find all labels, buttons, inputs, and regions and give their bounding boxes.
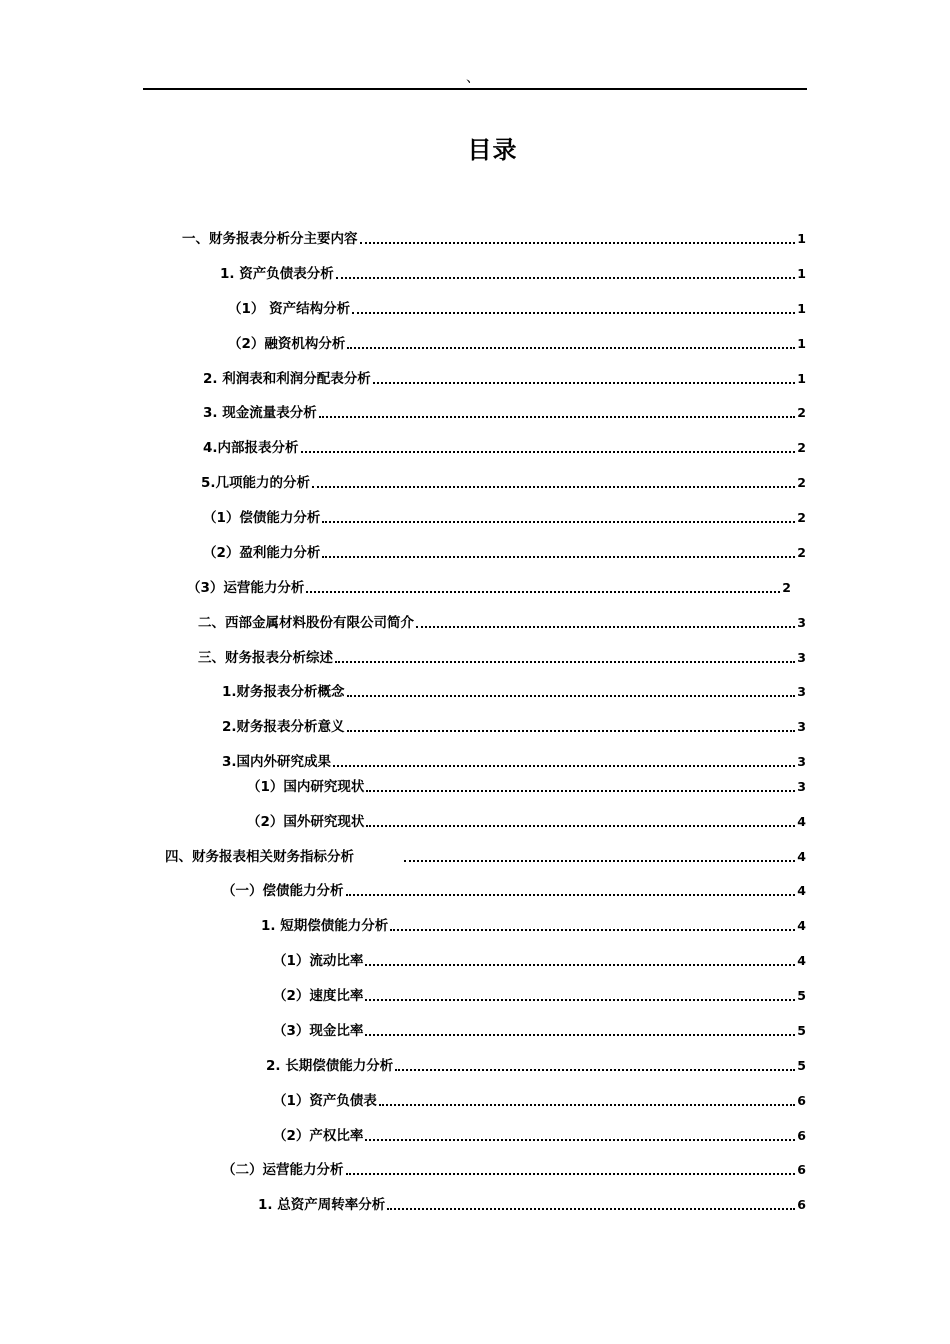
toc-entry-label: （3）现金比率 (273, 1023, 364, 1039)
toc-entry[interactable] (182, 227, 806, 249)
toc-entry-label: 2. 长期偿债能力分析 (266, 1058, 394, 1074)
toc-leader-dots (346, 894, 796, 896)
toc-leader-dots (366, 825, 795, 827)
toc-entry-page: 4 (797, 953, 806, 968)
toc-leader-dots (347, 347, 795, 349)
toc-entry-label: 2. 利润表和利润分配表分析 (203, 371, 371, 387)
toc-entry-label: 1. 资产负债表分析 (220, 266, 334, 282)
toc-entry-page: 3 (797, 684, 806, 699)
toc-leader-dots (335, 661, 795, 663)
toc-entry-label: 二、西部金属材料股份有限公司简介 (198, 615, 414, 631)
toc-entry-page: 5 (797, 988, 806, 1003)
toc-entry-label: 1. 总资产周转率分析 (258, 1197, 386, 1213)
toc-entry[interactable] (261, 914, 806, 936)
toc-entry-label: 3. 现金流量表分析 (203, 405, 317, 421)
toc-entry[interactable] (198, 646, 806, 668)
toc-entry-label: （1）国内研究现状 (247, 779, 365, 795)
toc-entry[interactable] (222, 750, 806, 772)
toc-entry[interactable] (222, 680, 806, 702)
toc-leader-dots (306, 591, 780, 593)
toc-leader-dots (387, 1208, 795, 1210)
toc-entry-label: （2）速度比率 (273, 988, 364, 1004)
toc-entry[interactable] (198, 611, 806, 633)
toc-entry-label: 三、财务报表分析综述 (198, 650, 333, 666)
toc-entry[interactable] (228, 297, 806, 319)
toc-entry-page: 1 (797, 301, 806, 316)
toc-leader-dots (347, 695, 796, 697)
toc-entry-page: 6 (797, 1197, 806, 1212)
toc-entry[interactable] (203, 436, 806, 458)
toc-entry[interactable] (258, 1193, 806, 1215)
toc-leader-dots (365, 999, 795, 1001)
toc-leader-dots (322, 521, 795, 523)
toc-leader-dots (312, 486, 795, 488)
toc-leader-dots (366, 790, 795, 792)
toc-leader-dots (365, 964, 795, 966)
toc-entry[interactable] (266, 1054, 806, 1076)
toc-entry[interactable] (247, 775, 806, 797)
toc-entry-label: （2）融资机构分析 (228, 336, 346, 352)
toc-entry[interactable] (247, 810, 806, 832)
toc-entry-page: 3 (797, 615, 806, 630)
toc-entry-label: 2.财务报表分析意义 (222, 719, 345, 735)
toc-entry[interactable] (203, 401, 806, 423)
toc-entry-label: （二）运营能力分析 (222, 1162, 344, 1178)
toc-leader-dots (390, 929, 795, 931)
toc-entry-label: （1）资产负债表 (273, 1093, 377, 1109)
toc-entry-page: 3 (797, 779, 806, 794)
toc-leader-dots (319, 416, 796, 418)
toc-entry-page: 4 (797, 918, 806, 933)
toc-leader-dots (346, 1173, 796, 1175)
toc-entry-page: 5 (797, 1023, 806, 1038)
toc-entry-label: 5.几项能力的分析 (201, 475, 311, 491)
toc-entry-label: （1） 资产结构分析 (228, 301, 351, 317)
page-title: 目录 (467, 136, 518, 164)
toc-entry-page: 2 (782, 580, 791, 595)
toc-entry[interactable] (273, 1019, 806, 1041)
toc-entry-page: 4 (797, 883, 806, 898)
toc-entry[interactable] (165, 845, 806, 867)
toc-leader-dots (416, 626, 795, 628)
toc-leader-dots (301, 451, 796, 453)
toc-leader-dots (352, 312, 795, 314)
toc-entry-page: 1 (797, 266, 806, 281)
toc-entry-page: 3 (797, 650, 806, 665)
toc-entry-page: 1 (797, 231, 806, 246)
toc-entry-label: （一）偿债能力分析 (222, 883, 344, 899)
toc-entry-page: 2 (797, 475, 806, 490)
toc-entry-page: 2 (797, 405, 806, 420)
toc-leader-dots (373, 382, 796, 384)
toc-entry-page: 1 (797, 336, 806, 351)
toc-entry-page: 1 (797, 371, 806, 386)
toc-entry-page: 2 (797, 545, 806, 560)
toc-entry-label: 四、财务报表相关财务指标分析 (165, 849, 354, 865)
header-mark: 、 (466, 70, 480, 86)
toc-entry-page: 6 (797, 1093, 806, 1108)
toc-leader-dots (360, 242, 796, 244)
toc-entry[interactable] (228, 332, 806, 354)
toc-entry-page: 3 (797, 719, 806, 734)
toc-entry[interactable] (273, 1089, 806, 1111)
toc-entry-label: （1）流动比率 (273, 953, 364, 969)
toc-entry-label: （2）国外研究现状 (247, 814, 365, 830)
toc-entry-label: （1）偿债能力分析 (203, 510, 321, 526)
toc-entry[interactable] (203, 506, 806, 528)
toc-leader-dots (365, 1034, 795, 1036)
toc-entry-label: 4.内部报表分析 (203, 440, 299, 456)
toc-entry-page: 2 (797, 510, 806, 525)
toc-entry-page: 6 (797, 1128, 806, 1143)
toc-leader-dots (336, 277, 796, 279)
toc-entry-label: （2）盈利能力分析 (203, 545, 321, 561)
toc-leader-dots (395, 1069, 795, 1071)
toc-entry[interactable] (222, 715, 806, 737)
toc-entry-page: 6 (797, 1162, 806, 1177)
toc-entry-label: 1. 短期偿债能力分析 (261, 918, 389, 934)
toc-entry[interactable] (273, 1124, 806, 1146)
toc-leader-dots (333, 765, 795, 767)
toc-entry-page: 4 (797, 814, 806, 829)
toc-entry[interactable] (222, 1158, 806, 1180)
toc-leader-dots (347, 730, 796, 732)
toc-entry[interactable] (201, 471, 806, 493)
toc-entry-label: 一、财务报表分析分主要内容 (182, 231, 358, 247)
toc-entry[interactable] (187, 576, 791, 598)
toc-entry[interactable] (273, 984, 806, 1006)
toc-entry-label: 1.财务报表分析概念 (222, 684, 345, 700)
toc-entry-page: 3 (797, 754, 806, 769)
toc-entry[interactable] (203, 541, 806, 563)
toc-entry-label: （3）运营能力分析 (187, 580, 305, 596)
toc-leader-dots (404, 860, 795, 862)
toc-entry[interactable] (220, 262, 806, 284)
toc-entry-page: 5 (797, 1058, 806, 1073)
toc-entry[interactable] (273, 949, 806, 971)
toc-entry-label: （2）产权比率 (273, 1128, 364, 1144)
toc-entry[interactable] (203, 367, 806, 389)
toc-leader-dots (322, 556, 795, 558)
toc-entry-page: 2 (797, 440, 806, 455)
toc-entry-page: 4 (797, 849, 806, 864)
toc-leader-dots (365, 1139, 795, 1141)
toc-entry-label: 3.国内外研究成果 (222, 754, 332, 770)
toc-leader-dots (379, 1104, 795, 1106)
toc-entry[interactable] (222, 879, 806, 901)
